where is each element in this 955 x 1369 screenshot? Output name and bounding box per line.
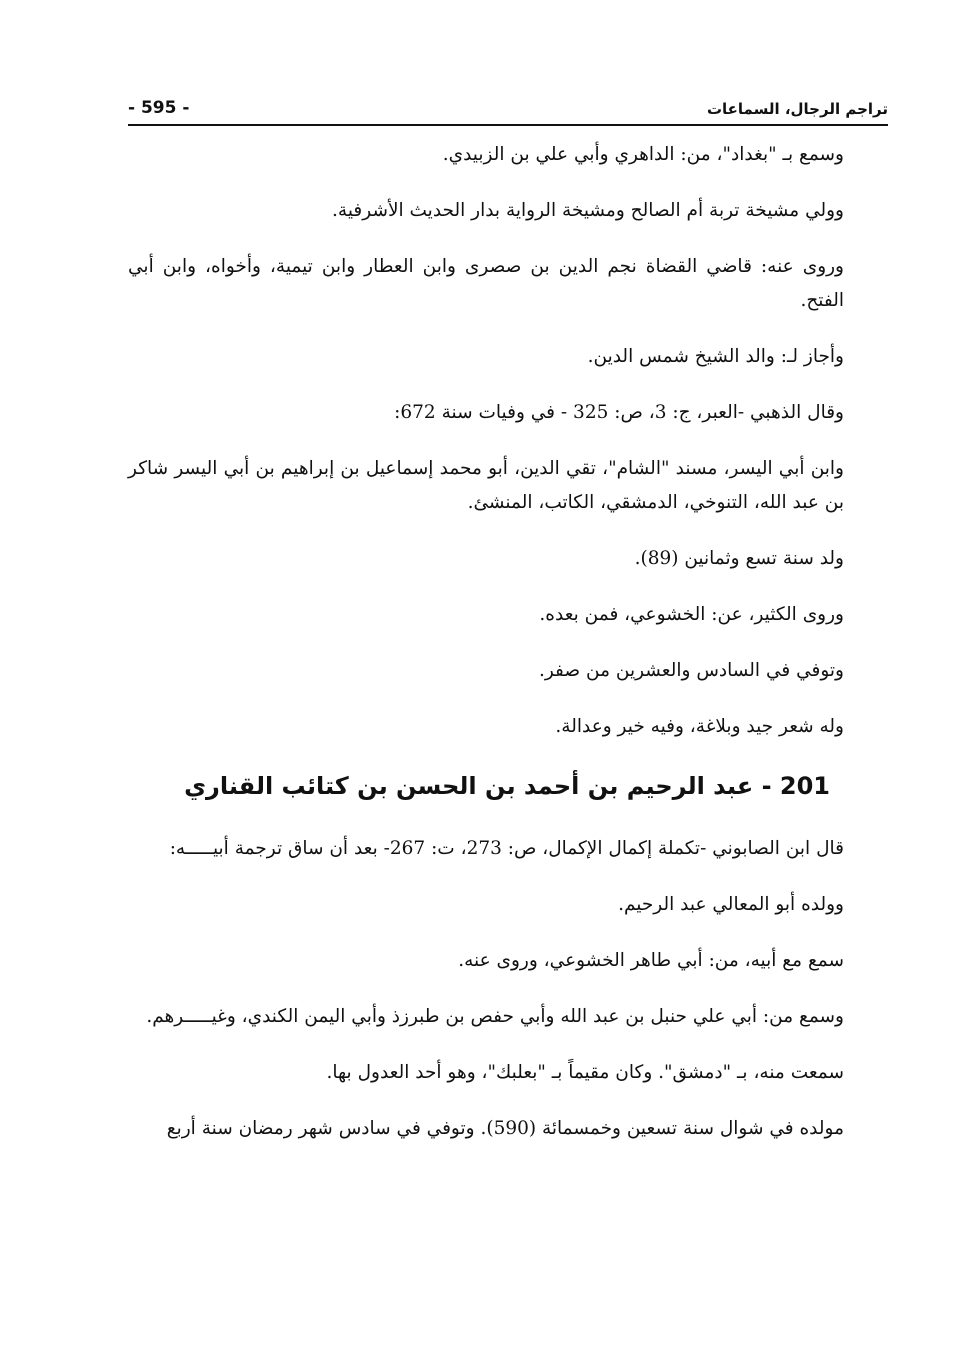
paragraph: وولي مشيخة تربة أم الصالح ومشيخة الرواية بدار الحديث الأشرفية. [332, 200, 844, 221]
paragraph: سمع مع أبيه، من: أبي طاهر الخشوعي، وروى عنه. [458, 950, 844, 971]
paragraph: وروى عنه: قاضي القضاة نجم الدين بن صصرى وابن العطار وابن تيمية، وأخواه، وابن أبي الفتح. [128, 256, 844, 311]
header-rule [128, 124, 888, 126]
paragraph: مولده في شوال سنة تسعين وخمسمائة (590). وتوفي في سادس شهر رمضان سنة أربع [166, 1118, 844, 1139]
paragraph: سمعت منه، بـ "دمشق". وكان مقيماً بـ "بعلبك"، وهو أحد العدول بها. [326, 1062, 844, 1083]
paragraph: وسمع من: أبي علي حنبل بن عبد الله وأبي حفص بن طبرزذ وأبي اليمن الكندي، وغيـــــرهم. [146, 1006, 844, 1027]
paragraph: وروى الكثير، عن: الخشوعي، فمن بعده. [539, 604, 844, 625]
paragraph: قال ابن الصابوني -تكملة إكمال الإكمال، ص: 273، ت: 267- بعد أن ساق ترجمة أبيـــــه: [169, 838, 844, 859]
paragraph: وله شعر جيد وبلاغة، وفيه خير وعدالة. [555, 716, 844, 737]
paragraph: وأجاز لـ: والد الشيخ شمس الدين. [587, 346, 844, 367]
paragraph: وقال الذهبي -العبر، ج: 3، ص: 325 - في وفيات سنة 672: [394, 402, 844, 423]
paragraph: ولد سنة تسع وثمانين (89). [634, 548, 844, 569]
paragraph: وولده أبو المعالي عبد الرحيم. [618, 894, 844, 915]
page-header [128, 84, 888, 118]
page-body [128, 138, 890, 1168]
running-title: تراجم الرجال، السماعات [706, 100, 888, 118]
paragraph: وسمع بـ "بغداد"، من: الداهري وأبي علي بن الزبيدي. [442, 144, 844, 165]
paragraph: وتوفي في السادس والعشرين من صفر. [538, 660, 844, 681]
entry-heading: 201 - عبد الرحيم بن أحمد بن الحسن بن كتائب القناري [184, 772, 830, 800]
page-number: - 595 - [128, 98, 190, 118]
paragraph: وابن أبي اليسر، مسند "الشام"، تقي الدين، أبو محمد إسماعيل بن إبراهيم بن أبي اليسر شاكر بن عبد الله، التنوخي، الدمشقي، الكاتب، المنشئ. [128, 458, 844, 513]
